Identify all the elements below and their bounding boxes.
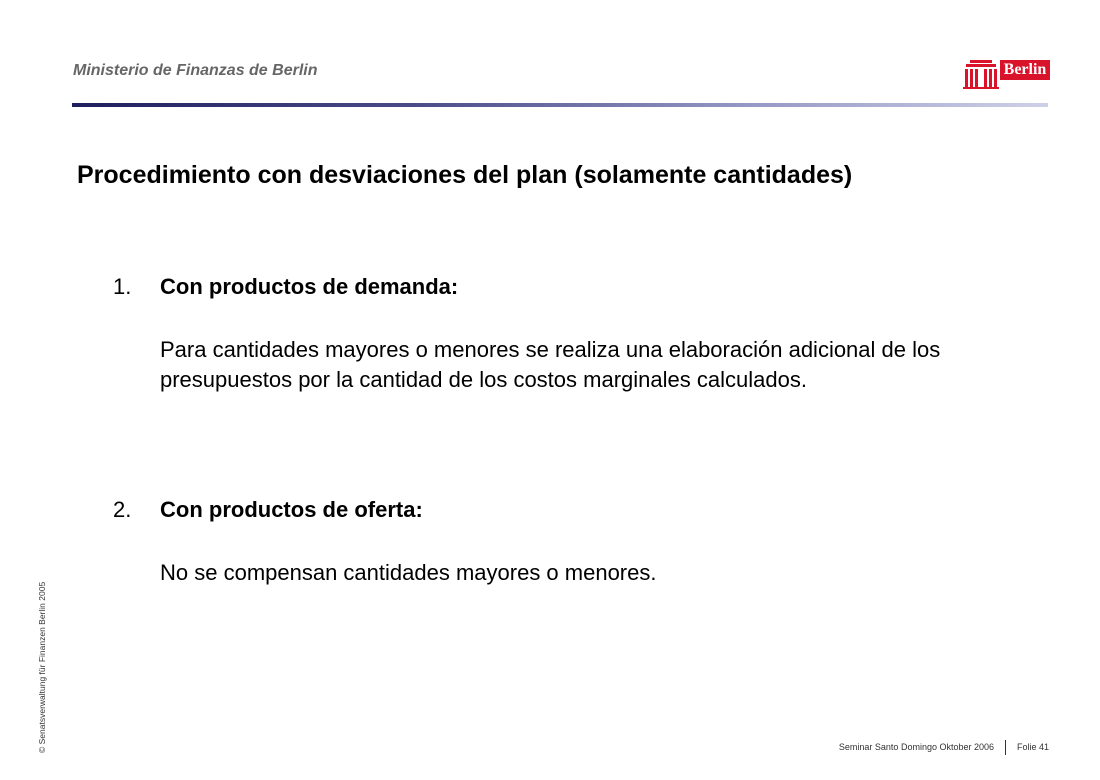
list-item-heading: Con productos de demanda: [160, 274, 459, 299]
berlin-logo [962, 58, 1050, 90]
list-item-body: No se compensan cantidades mayores o menores. [160, 560, 657, 585]
ministry-name: Ministerio de Finanzas de Berlin [73, 62, 318, 79]
list-item-heading: Con productos de oferta: [160, 497, 423, 522]
footer-seminar: Seminar Santo Domingo Oktober 2006 [838, 742, 994, 752]
berlin-logo-wordmark: Berlin [1000, 60, 1050, 80]
copyright-notice [37, 568, 47, 753]
list-item-number: 1. [113, 274, 132, 299]
footer-divider [1005, 740, 1006, 755]
list-item-number: 2. [113, 497, 132, 522]
slide-title: Procedimiento con desviaciones del plan (solamente cantidades) [77, 161, 853, 189]
list-item-body: Para cantidades mayores o menores se realiza una elaboración adicional de los presupuestos por la cantidad de los costos marginales calculados. [160, 337, 941, 392]
copyright-text: © Senatsverwaltung für Finanzen Berlin 2005 [37, 581, 47, 753]
header-divider [72, 103, 1048, 107]
footer-slide-number: Folie 41 [1017, 742, 1050, 752]
brandenburg-gate-icon [962, 58, 1000, 90]
